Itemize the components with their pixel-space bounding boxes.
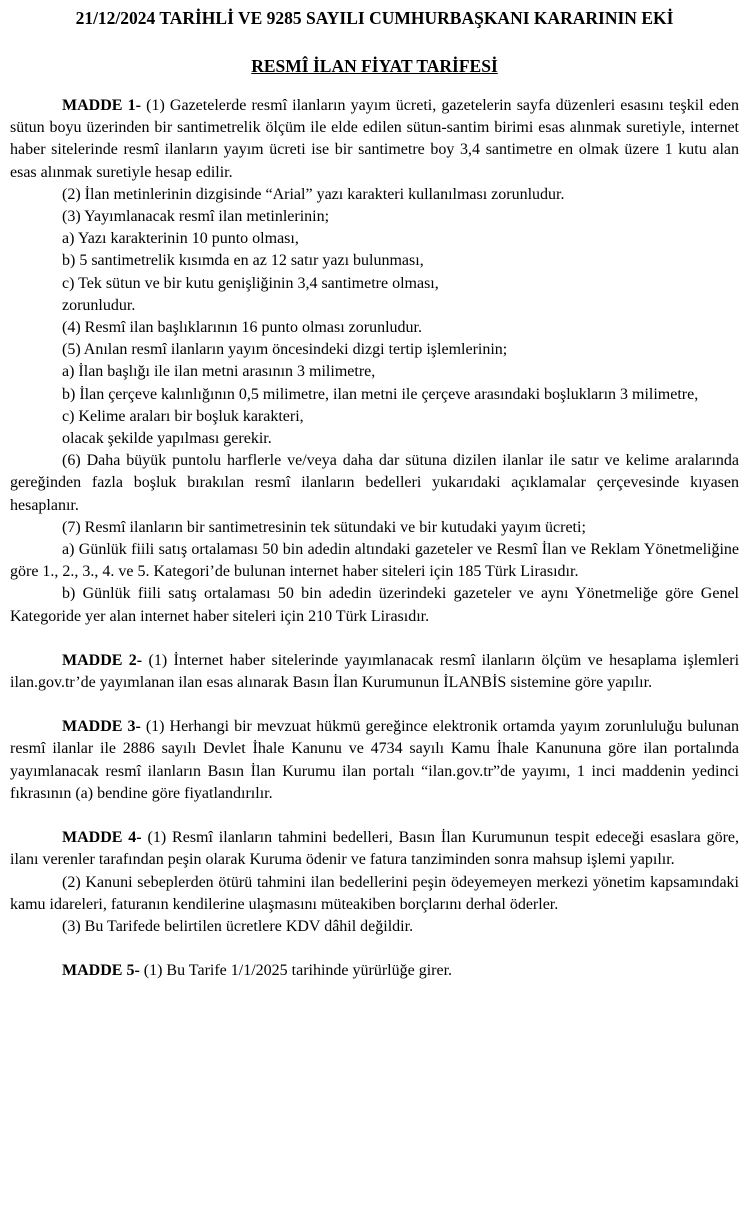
document-subtitle: RESMÎ İLAN FİYAT TARİFESİ [251,56,498,76]
document-title: 21/12/2024 TARİHLİ VE 9285 SAYILI CUMHURBAŞKANI KARARININ EKİ [75,8,674,28]
spacer [10,938,739,960]
article-5 [10,960,739,982]
article-paragraph: c) Tek sütun ve bir kutu genişliğinin 3,4 santimetre olması, [62,274,439,292]
article-paragraph: (4) Resmî ilan başlıklarının 16 punto olması zorunludur. [62,319,422,337]
article-1 [10,95,739,628]
article-paragraph: MADDE 1- (1) Gazetelerde resmî ilanların yayım ücreti, gazetelerin sayfa düzenleri esasını teşkil eden sütun boyu üzerinden bir santimetrelik ölçüm ile elde edilen sütun-santim birimi esas alınmak suretiyle, internet haber sitelerinde resmî ilanların yayım ücreti ise bir santimetre boy 3,4 santimetre en olmak üzere 1 kutu alan esas alınmak suretiyle hesap edilir. [10,97,740,181]
article-paragraph: (6) Daha büyük puntolu harflerle ve/veya daha dar sütuna dizilen ilanlar ile satır ve kelime aralarında gereğinden fazla boşluk bırakılan resmî ilanların bedelleri yukarıdaki açıklamalar çerçevesinde kıyasen hesaplanır. [10,452,739,514]
article-paragraph: MADDE 2- (1) İnternet haber sitelerinde yayımlanacak resmî ilanların ölçüm ve hesaplama işlemleri ilan.gov.tr’de yayımlanan ilan esas alınarak Basın İlan Kurumunun İLANBİS sistemine göre yapılır. [10,651,740,692]
article-paragraph: (3) Yayımlanacak resmî ilan metinlerinin; [62,208,330,226]
article-3 [10,716,739,805]
article-paragraph: b) 5 santimetrelik kısımda en az 12 satır yazı bulunması, [62,252,424,270]
article-paragraph: (5) Anılan resmî ilanların yayım öncesindeki dizgi tertip işlemlerinin; [62,341,508,359]
article-paragraph: (2) İlan metinlerinin dizgisinde “Arial” yazı karakteri kullanılması zorunludur. [62,185,565,203]
article-paragraph: (7) Resmî ilanların bir santimetresinin tek sütundaki ve bir kutudaki yayım ücreti; [62,518,586,536]
article-paragraph: a) Yazı karakterinin 10 punto olması, [62,230,299,248]
spacer [10,805,739,827]
article-paragraph: (3) Bu Tarifede belirtilen ücretlere KDV dâhil değildir. [62,917,414,935]
article-paragraph: b) Günlük fiili satış ortalaması 50 bin adedin üzerindeki gazeteler ve aynı Yönetmeliğe göre Genel Kategoride yer alan internet haber siteleri için 210 Türk Lirasıdır. [10,585,739,625]
article-paragraph: zorunludur. [62,296,136,314]
article-paragraph: b) İlan çerçeve kalınlığının 0,5 milimetre, ilan metni ile çerçeve arasındaki boşlukların 3 milimetre, [62,385,699,403]
article-label: MADDE 1- [62,97,141,114]
spacer [10,628,739,650]
article-label: MADDE 4- [62,829,142,847]
article-paragraph: MADDE 4- (1) Resmî ilanların tahmini bedelleri, Basın İlan Kurumunun tespit edeceği esaslara göre, ilanı verenler tarafından peşin olarak Kuruma ödenir ve fatura tanziminden sonra mahsup işlemi yapılır. [10,829,740,869]
article-paragraph: olacak şekilde yapılması gerekir. [62,430,272,448]
article-4 [10,827,739,938]
article-paragraph: c) Kelime araları bir boşluk karakteri, [62,407,304,425]
article-label: MADDE 5- [62,962,140,980]
article-paragraph: a) Günlük fiili satış ortalaması 50 bin adedin altındaki gazeteler ve Resmî İlan ve Reklam Yönetmeliğine göre 1., 2., 3., 4. ve 5. Kategori’de bulunan internet haber siteleri için 185 Türk Lirasıdır. [10,541,739,581]
article-paragraph: MADDE 5- (1) Bu Tarife 1/1/2025 tarihinde yürürlüğe girer. [62,962,453,980]
article-paragraph: (2) Kanuni sebeplerden ötürü tahmini ilan bedellerini peşin ödeyemeyen merkezi yönetim kapsamındaki kamu idareleri, faturanın kendilerine ulaşmasını müteakiben borçlarını derhal öderler. [10,873,739,913]
article-paragraph: MADDE 3- (1) Herhangi bir mevzuat hükmü gereğince elektronik ortamda yayım zorunluluğu bulunan resmî ilanlar ile 2886 sayılı Devlet İhale Kanunu ve 4734 sayılı Kamu İhale Kanununa göre ilan portalında yayımlanacak resmî ilanların Basın İlan Kurumu ilan portalı “ilan.gov.tr”de yayımı, 1 inci maddenin yedinci fıkrasının (a) bendine göre fiyatlandırılır. [10,718,740,802]
spacer [10,694,739,716]
article-label: MADDE 3- [62,718,141,736]
article-paragraph: a) İlan başlığı ile ilan metni arasının 3 milimetre, [62,363,376,381]
article-label: MADDE 2- [62,651,143,669]
article-2 [10,650,739,694]
